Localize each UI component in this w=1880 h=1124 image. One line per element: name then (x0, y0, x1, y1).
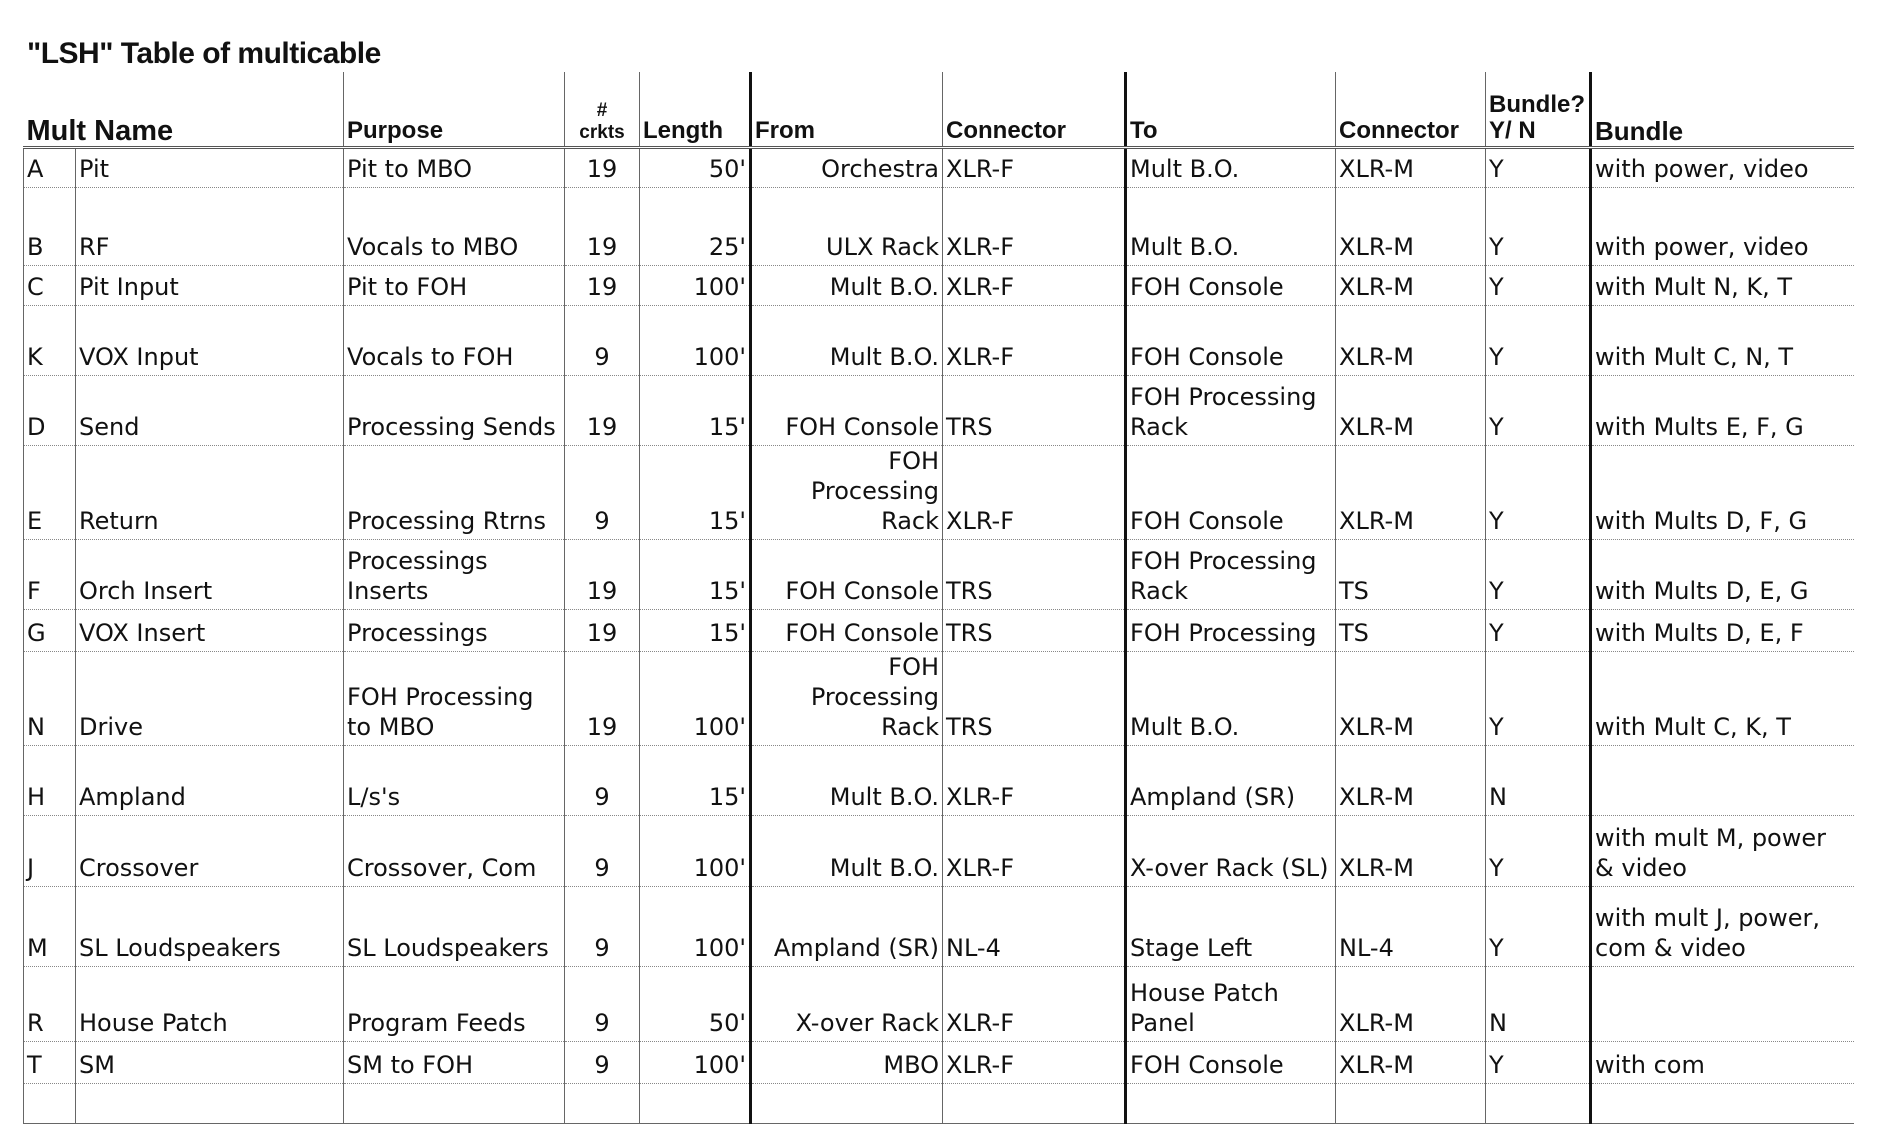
table-row (24, 815, 1854, 886)
table-row (24, 445, 1854, 539)
table-row (24, 147, 1854, 187)
mult-id: K (24, 305, 76, 375)
empty-cell (1591, 1083, 1854, 1123)
bundle-cell: with Mult C, N, T (1591, 305, 1854, 375)
empty-cell (76, 1083, 344, 1123)
connector-to-cell: XLR-M (1336, 445, 1486, 539)
bundle-cell: with Mults D, F, G (1591, 445, 1854, 539)
table-row (24, 886, 1854, 966)
connector-from-cell: XLR-F (943, 815, 1126, 886)
header-bundle: Bundle (1591, 72, 1854, 147)
empty-row (24, 1083, 1854, 1123)
purpose-cell: L/s's (344, 745, 565, 815)
from-cell: FOH Processing Rack (751, 445, 943, 539)
connector-to-cell: XLR-M (1336, 745, 1486, 815)
mult-id: E (24, 445, 76, 539)
header-to: To (1126, 72, 1336, 147)
purpose-cell: Pit to FOH (344, 265, 565, 305)
purpose-cell: FOH Processing to MBO (344, 651, 565, 745)
length-cell: 15' (640, 375, 751, 445)
bundle-cell: with Mults D, E, G (1591, 539, 1854, 609)
empty-cell (1126, 1083, 1336, 1123)
from-cell: Mult B.O. (751, 745, 943, 815)
length-cell: 15' (640, 445, 751, 539)
length-cell: 15' (640, 609, 751, 651)
header-mult-name: Mult Name (24, 72, 344, 147)
header-crkts (565, 72, 640, 147)
circuits-cell: 9 (565, 815, 640, 886)
connector-from-cell: XLR-F (943, 745, 1126, 815)
bundle-yn-cell: Y (1486, 815, 1591, 886)
circuits-cell: 19 (565, 609, 640, 651)
mult-id: F (24, 539, 76, 609)
empty-cell (943, 1083, 1126, 1123)
header-connector-to: Connector (1336, 72, 1486, 147)
bundle-yn-cell: Y (1486, 651, 1591, 745)
bundle-cell (1591, 745, 1854, 815)
connector-from-cell: TRS (943, 375, 1126, 445)
connector-from-cell: XLR-F (943, 966, 1126, 1041)
header-connector-from: Connector (943, 72, 1126, 147)
to-cell: FOH Processing Rack (1126, 375, 1336, 445)
circuits-cell: 19 (565, 265, 640, 305)
bundle-yn-cell: Y (1486, 375, 1591, 445)
bundle-cell: with mult J, power, com & video (1591, 886, 1854, 966)
table-row (24, 265, 1854, 305)
length-cell: 50' (640, 147, 751, 187)
length-cell: 25' (640, 187, 751, 265)
empty-cell (640, 1083, 751, 1123)
bundle-yn-cell: N (1486, 966, 1591, 1041)
bundle-cell (1591, 966, 1854, 1041)
table-row (24, 1041, 1854, 1083)
mult-name: VOX Insert (76, 609, 344, 651)
to-cell: FOH Console (1126, 445, 1336, 539)
header-bundle-yn-label: Y/ N (1489, 116, 1536, 144)
connector-from-cell: XLR-F (943, 1041, 1126, 1083)
mult-name: Return (76, 445, 344, 539)
connector-from-cell: XLR-F (943, 187, 1126, 265)
mult-id: J (24, 815, 76, 886)
bundle-yn-cell: Y (1486, 305, 1591, 375)
bundle-cell: with Mult C, K, T (1591, 651, 1854, 745)
bundle-yn-cell: Y (1486, 886, 1591, 966)
connector-from-cell: XLR-F (943, 265, 1126, 305)
connector-from-cell: XLR-F (943, 305, 1126, 375)
from-cell: X-over Rack (751, 966, 943, 1041)
connector-to-cell: TS (1336, 609, 1486, 651)
to-cell: Mult B.O. (1126, 651, 1336, 745)
circuits-cell: 9 (565, 1041, 640, 1083)
table-row (24, 651, 1854, 745)
length-cell: 100' (640, 1041, 751, 1083)
mult-name: RF (76, 187, 344, 265)
purpose-cell: Processings Inserts (344, 539, 565, 609)
from-cell: MBO (751, 1041, 943, 1083)
table-row (24, 609, 1854, 651)
mult-name: Drive (76, 651, 344, 745)
empty-cell (565, 1083, 640, 1123)
sheet-title: "LSH" Table of multicable (27, 37, 381, 70)
connector-from-cell: TRS (943, 651, 1126, 745)
table-row (24, 539, 1854, 609)
table-row (24, 745, 1854, 815)
connector-from-cell: XLR-F (943, 445, 1126, 539)
purpose-cell: Program Feeds (344, 966, 565, 1041)
header-length: Length (640, 72, 751, 147)
length-cell: 15' (640, 539, 751, 609)
table-body (24, 147, 1854, 1123)
connector-to-cell: XLR-M (1336, 966, 1486, 1041)
mult-name: Send (76, 375, 344, 445)
connector-to-cell: XLR-M (1336, 815, 1486, 886)
purpose-cell: Processing Rtrns (344, 445, 565, 539)
from-cell: FOH Console (751, 375, 943, 445)
header-crkts-hash: # (596, 99, 608, 121)
mult-name: Ampland (76, 745, 344, 815)
purpose-cell: Processings (344, 609, 565, 651)
purpose-cell: SL Loudspeakers (344, 886, 565, 966)
purpose-cell: Vocals to MBO (344, 187, 565, 265)
to-cell: FOH Console (1126, 305, 1336, 375)
length-cell: 100' (640, 265, 751, 305)
purpose-cell: Processing Sends (344, 375, 565, 445)
purpose-cell: Vocals to FOH (344, 305, 565, 375)
from-cell: FOH Console (751, 539, 943, 609)
from-cell: Ampland (SR) (751, 886, 943, 966)
from-cell: Orchestra (751, 147, 943, 187)
circuits-cell: 19 (565, 147, 640, 187)
bundle-yn-cell: Y (1486, 539, 1591, 609)
mult-name: Pit (76, 147, 344, 187)
length-cell: 15' (640, 745, 751, 815)
mult-name: Pit Input (76, 265, 344, 305)
bundle-yn-cell: Y (1486, 445, 1591, 539)
multicable-table (23, 72, 1854, 1124)
from-cell: Mult B.O. (751, 265, 943, 305)
circuits-cell: 19 (565, 539, 640, 609)
to-cell: Stage Left (1126, 886, 1336, 966)
mult-id: A (24, 147, 76, 187)
length-cell: 100' (640, 886, 751, 966)
to-cell: X-over Rack (SL) (1126, 815, 1336, 886)
mult-name: SL Loudspeakers (76, 886, 344, 966)
from-cell: ULX Rack (751, 187, 943, 265)
empty-cell (1336, 1083, 1486, 1123)
empty-cell (1486, 1083, 1591, 1123)
connector-to-cell: XLR-M (1336, 187, 1486, 265)
mult-id: N (24, 651, 76, 745)
mult-name: House Patch (76, 966, 344, 1041)
mult-name: SM (76, 1041, 344, 1083)
mult-id: C (24, 265, 76, 305)
header-row (24, 72, 1854, 147)
circuits-cell: 9 (565, 886, 640, 966)
circuits-cell: 9 (565, 445, 640, 539)
to-cell: FOH Processing Rack (1126, 539, 1336, 609)
circuits-cell: 9 (565, 305, 640, 375)
to-cell: FOH Processing (1126, 609, 1336, 651)
to-cell: FOH Console (1126, 265, 1336, 305)
header-bundle-question: Bundle? (1489, 90, 1586, 118)
header-bundle-yn (1486, 72, 1591, 147)
purpose-cell: Crossover, Com (344, 815, 565, 886)
table-row (24, 375, 1854, 445)
bundle-yn-cell: N (1486, 745, 1591, 815)
mult-id: H (24, 745, 76, 815)
mult-name: Crossover (76, 815, 344, 886)
connector-from-cell: TRS (943, 539, 1126, 609)
mult-id: G (24, 609, 76, 651)
mult-id: B (24, 187, 76, 265)
header-purpose: Purpose (344, 72, 565, 147)
bundle-cell: with Mult N, K, T (1591, 265, 1854, 305)
bundle-yn-cell: Y (1486, 187, 1591, 265)
length-cell: 50' (640, 966, 751, 1041)
table-row (24, 305, 1854, 375)
bundle-yn-cell: Y (1486, 609, 1591, 651)
empty-cell (751, 1083, 943, 1123)
circuits-cell: 19 (565, 187, 640, 265)
from-cell: FOH Console (751, 609, 943, 651)
connector-to-cell: XLR-M (1336, 147, 1486, 187)
connector-to-cell: XLR-M (1336, 305, 1486, 375)
mult-id: R (24, 966, 76, 1041)
connector-from-cell: TRS (943, 609, 1126, 651)
from-cell: FOH Processing Rack (751, 651, 943, 745)
to-cell: Mult B.O. (1126, 187, 1336, 265)
connector-to-cell: NL-4 (1336, 886, 1486, 966)
table-row (24, 966, 1854, 1041)
mult-name: VOX Input (76, 305, 344, 375)
empty-cell (344, 1083, 565, 1123)
empty-cell (24, 1083, 76, 1123)
length-cell: 100' (640, 815, 751, 886)
connector-to-cell: TS (1336, 539, 1486, 609)
circuits-cell: 9 (565, 966, 640, 1041)
circuits-cell: 19 (565, 375, 640, 445)
bundle-cell: with power, video (1591, 147, 1854, 187)
to-cell: FOH Console (1126, 1041, 1336, 1083)
mult-id: T (24, 1041, 76, 1083)
connector-from-cell: XLR-F (943, 147, 1126, 187)
purpose-cell: SM to FOH (344, 1041, 565, 1083)
to-cell: Mult B.O. (1126, 147, 1336, 187)
circuits-cell: 9 (565, 745, 640, 815)
length-cell: 100' (640, 651, 751, 745)
connector-to-cell: XLR-M (1336, 375, 1486, 445)
header-crkts-label: crkts (579, 121, 625, 143)
bundle-yn-cell: Y (1486, 1041, 1591, 1083)
connector-to-cell: XLR-M (1336, 1041, 1486, 1083)
from-cell: Mult B.O. (751, 815, 943, 886)
mult-id: D (24, 375, 76, 445)
to-cell: Ampland (SR) (1126, 745, 1336, 815)
header-from: From (751, 72, 943, 147)
connector-from-cell: NL-4 (943, 886, 1126, 966)
bundle-cell: with Mults D, E, F (1591, 609, 1854, 651)
to-cell: House Patch Panel (1126, 966, 1336, 1041)
bundle-yn-cell: Y (1486, 147, 1591, 187)
table-row (24, 187, 1854, 265)
circuits-cell: 19 (565, 651, 640, 745)
connector-to-cell: XLR-M (1336, 265, 1486, 305)
purpose-cell: Pit to MBO (344, 147, 565, 187)
mult-name: Orch Insert (76, 539, 344, 609)
bundle-cell: with com (1591, 1041, 1854, 1083)
mult-id: M (24, 886, 76, 966)
from-cell: Mult B.O. (751, 305, 943, 375)
connector-to-cell: XLR-M (1336, 651, 1486, 745)
bundle-cell: with mult M, power & video (1591, 815, 1854, 886)
bundle-yn-cell: Y (1486, 265, 1591, 305)
length-cell: 100' (640, 305, 751, 375)
bundle-cell: with power, video (1591, 187, 1854, 265)
bundle-cell: with Mults E, F, G (1591, 375, 1854, 445)
